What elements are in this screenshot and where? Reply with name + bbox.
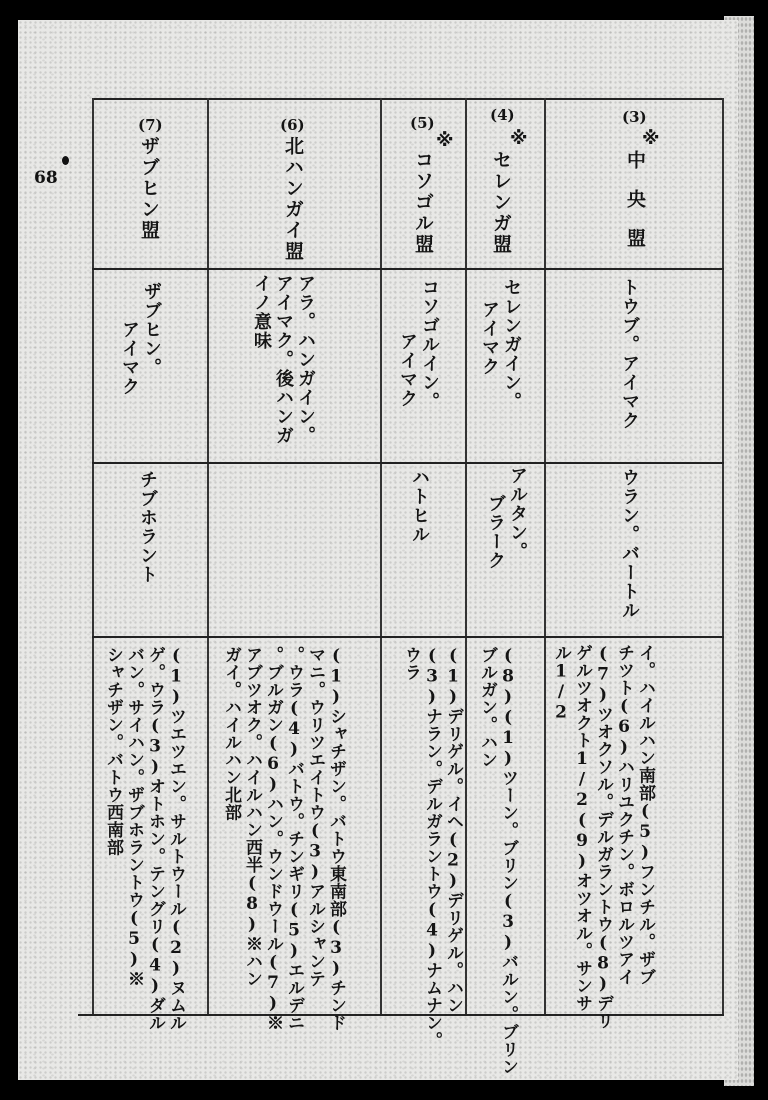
- note-line: ル1/2: [551, 644, 571, 723]
- aimak-line: トウブ。アイマク: [619, 278, 640, 430]
- capital-line: ブラーク: [485, 494, 506, 570]
- aimak-line: アラ。ハンガイン。: [295, 274, 316, 445]
- header-north-hangai-league: 北ハンガイ盟: [282, 136, 304, 262]
- header-number: (6): [280, 116, 305, 134]
- aimak-line: セレンガイン。: [501, 278, 522, 411]
- header-number: (4): [490, 106, 515, 124]
- page-marker-dot: [62, 156, 69, 165]
- capital-cell: [618, 468, 640, 620]
- aimak-line: ザブヒン。: [141, 282, 162, 377]
- notes-cell: [102, 646, 186, 1032]
- notes-cell: [400, 646, 463, 1049]
- note-line: (7)ツオクソル。デルガラントウ(8)デリ: [593, 644, 613, 1030]
- note-line: チツト(6)ハリユクチン。ボロルツアイ: [614, 644, 634, 986]
- capital-cell: [484, 466, 528, 570]
- header-mark: ※: [642, 128, 660, 149]
- note-line: シャチザン。バトウ西南部: [103, 646, 123, 856]
- capital-line: ウラン。バートル: [619, 468, 640, 620]
- header-selenga-league: セレンガ盟: [490, 150, 512, 255]
- aimak-cell: [396, 278, 440, 411]
- header-number: (7): [138, 116, 163, 134]
- column-divider: [207, 98, 209, 1014]
- header-central-league: 中央盟: [624, 150, 646, 267]
- aimak-cell: [618, 278, 640, 430]
- header-number: (5): [410, 114, 435, 132]
- header-mark: ※: [510, 128, 528, 149]
- note-line: (3)ナラン。デルガラントウ(4)ナムナン。: [422, 646, 442, 1049]
- aimak-line: アイマク: [119, 320, 140, 396]
- note-line: 。ウラ(4)バトウ。チンギリ(5)エルデニ: [284, 646, 304, 1032]
- row-divider: [92, 462, 724, 464]
- aimak-line: アイマク: [397, 332, 418, 408]
- header-mark: ※: [436, 130, 454, 151]
- note-line: ブルガン。ハン: [477, 646, 497, 769]
- capital-line: アルタン。: [507, 466, 528, 561]
- column-divider: [380, 98, 382, 1014]
- header-number: (3): [622, 108, 647, 126]
- note-line: ゲルツオクト1/2(9)オツオル。サンサ: [572, 644, 592, 1012]
- capital-line: ハトヒル: [409, 468, 430, 544]
- header-zavkhan-league: ザブヒン盟: [138, 136, 160, 241]
- aimak-line: コソゴルイン。: [419, 278, 440, 411]
- capital-line: チブホラント: [137, 470, 158, 584]
- aimak-cell: [118, 282, 162, 396]
- column-divider: [92, 98, 94, 1014]
- notes-cell: [220, 646, 346, 1032]
- note-line: マニ。ウリツエイトウ(3)アルシャンテ: [305, 646, 325, 988]
- column-divider: [465, 98, 467, 1014]
- aimak-line: アイマク: [479, 300, 500, 376]
- note-line: (1)デリゲル。イヘ(2)デリゲル。ハン: [443, 646, 463, 1014]
- column-divider: [544, 98, 546, 1014]
- note-line: アブツオク。ハイルハン西半(8)※ハン: [242, 646, 262, 988]
- aimak-line: イノ意味: [251, 274, 272, 350]
- aimak-line: アイマク。後ハンガ: [273, 274, 294, 445]
- row-divider: [92, 636, 724, 638]
- note-line: (1)シャチザン。バトウ東南部(3)チンド: [326, 646, 346, 1032]
- note-line: ウラ: [401, 646, 421, 681]
- notes-cell: [476, 646, 518, 1076]
- capital-cell: [408, 468, 430, 544]
- aimak-cell: [250, 274, 316, 445]
- header-kosogol-league: コソゴル盟: [412, 150, 434, 255]
- table-top-rule: [92, 98, 724, 100]
- note-line: イ。ハイルハン南部(5)フンチル。ザブ: [635, 644, 655, 986]
- column-divider: [722, 98, 724, 1014]
- note-line: (8)(1)ツーン。ブリン(3)バルン。ブリン: [498, 646, 518, 1076]
- note-line: ゲ。ウラ(3)オトホン。テングリ(4)ダル: [145, 646, 165, 1032]
- note-line: 。ブルガン(6)ハン。ウンドウール(7)※: [263, 646, 283, 1032]
- aimak-cell: [478, 278, 522, 411]
- row-divider: [92, 268, 724, 270]
- note-line: (1)ツエツエン。サルトウール(2)ヌムル: [166, 646, 186, 1032]
- notes-cell: [550, 644, 655, 1030]
- page-number: 68: [34, 168, 58, 188]
- note-line: バン。サイハン。ザブホラントウ(5)※: [124, 646, 144, 988]
- capital-cell: [136, 470, 158, 584]
- note-line: ガイ。ハイルハン北部: [221, 646, 241, 821]
